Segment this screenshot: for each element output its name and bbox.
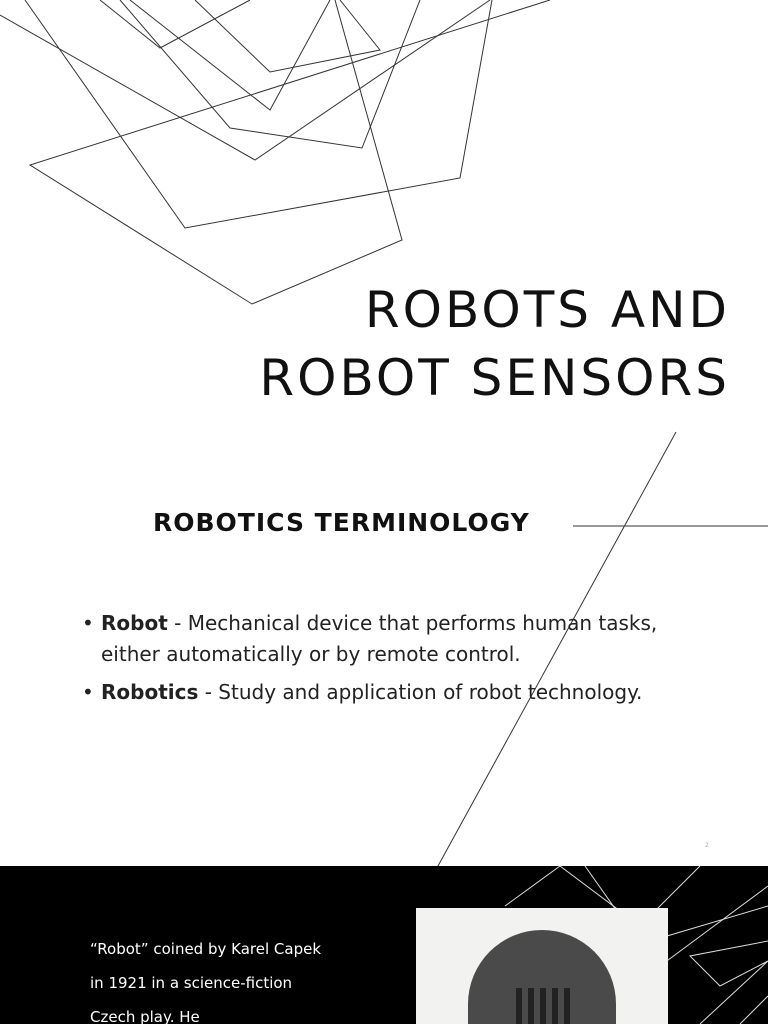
title-line-1: ROBOTS AND (364, 281, 730, 339)
robot-head-image (468, 930, 616, 1024)
page-number: 2 (705, 842, 709, 849)
definition-robotics: - Study and application of robot technology. (198, 680, 643, 704)
robot-photo (416, 908, 668, 1024)
presentation-title (259, 276, 730, 412)
history-slide (0, 866, 768, 1024)
terminology-list (82, 608, 672, 715)
terminology-slide (0, 430, 768, 866)
list-item (82, 677, 672, 708)
title-line-2: ROBOT SENSORS (259, 349, 730, 407)
definition-robot: - Mechanical device that performs human tasks, either automatically or by remote control. (101, 611, 658, 666)
terminology-heading: ROBOTICS TERMINOLOGY (153, 508, 530, 537)
title-slide (0, 0, 768, 430)
list-item (82, 608, 672, 670)
term-robotics: Robotics (101, 680, 199, 704)
term-robot: Robot (101, 611, 168, 635)
history-paragraph: “Robot” coined by Karel Capek in 1921 in a science-fiction Czech play. He (90, 940, 322, 1024)
